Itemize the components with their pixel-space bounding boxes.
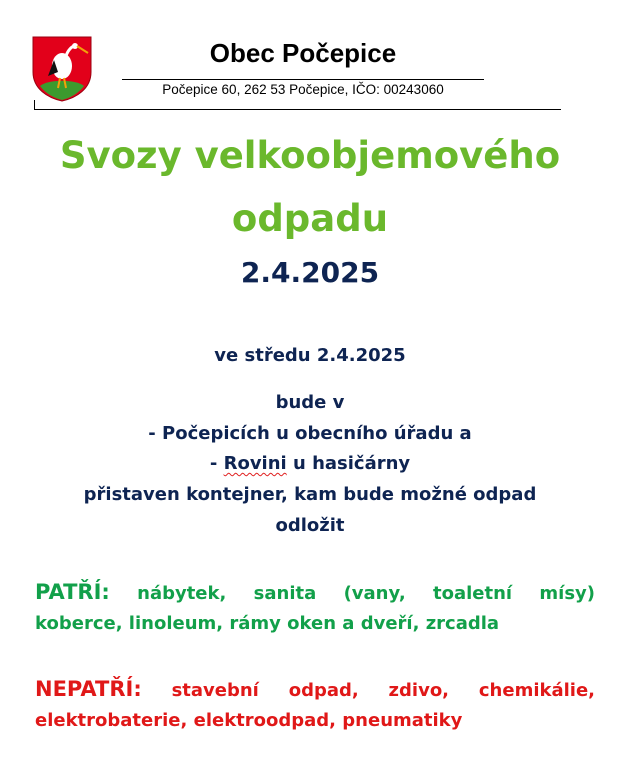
document-date: 2.4.2025 — [240, 256, 380, 289]
document-title-line1: Svozy velkoobjemového — [59, 134, 561, 177]
location-place-name: Rovini — [223, 453, 287, 474]
location-suffix: u hasičárny — [286, 453, 411, 474]
location-rovina — [10, 449, 610, 479]
forbidden-label: NEPATŘÍ: — [35, 677, 142, 701]
header-divider — [122, 79, 484, 80]
location-prefix: - — [209, 453, 224, 474]
allowed-text-line1: nábytek, sanita (vany, toaletní mísy) — [137, 583, 595, 604]
stork-coat-of-arms-icon — [32, 36, 92, 102]
forbidden-text-line1: stavební odpad, zdivo, chemikálie, — [171, 680, 595, 701]
container-notice-line2: odložit — [275, 515, 345, 536]
container-notice-line1: přistaven kontejner, kam bude možné odpad — [83, 484, 537, 505]
municipality-name: Obec Počepice — [209, 38, 397, 68]
allowed-text-line2: koberce, linoleum, rámy oken a dveří, zrcadla — [35, 613, 500, 634]
forbidden-text-line2: elektrobaterie, elektroodpad, pneumatiky — [35, 710, 463, 731]
allowed-label: PATŘÍ: — [35, 580, 110, 604]
document-title-line2: odpadu — [231, 197, 389, 240]
forbidden-line1 — [35, 673, 595, 705]
municipality-address: Počepice 60, 262 53 Počepice, IČO: 00243060 — [162, 82, 444, 97]
notice-intro: bude v — [275, 392, 345, 413]
allowed-line1 — [35, 576, 595, 608]
collection-day: ve středu 2.4.2025 — [214, 345, 406, 366]
header-bottom-rule — [34, 109, 561, 110]
allowed-items — [35, 576, 595, 640]
forbidden-items — [35, 673, 595, 737]
location-pocepice: - Počepicích u obecního úřadu a — [148, 423, 472, 444]
